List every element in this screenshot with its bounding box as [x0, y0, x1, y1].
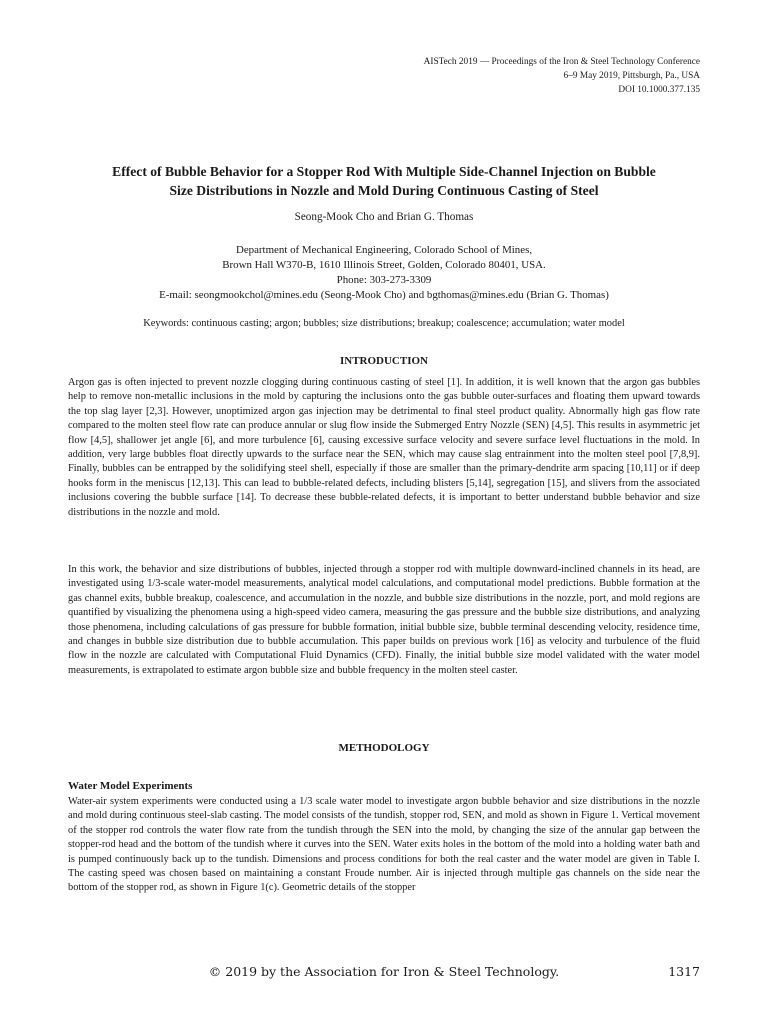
- authors: Seong-Mook Cho and Brian G. Thomas: [294, 211, 474, 223]
- introduction-paragraph-1: Argon gas is often injected to prevent nozzle clogging during continuous casting of steel [1]. In addition, it is well known that the argon gas bubbles help to remove non-metallic inclusions in the mold by capturing the inclusions onto the gas bubble outer-surfaces and floating them upward towards the top slag layer [2,3]. However, unoptimized argon gas injection may be detrimental to final steel product quality. Abnormally high gas flow rate compared to the molten steel flow rate can produce annular or slug flow inside the Submerged Entry Nozzle (SEN) [4,5]. This results in asymmetric jet flow [4,5], shallower jet angle [6], and more turbulence [6], causing excessive surface velocity and severe surface level fluctuations in the mold. In addition, very large bubbles float directly upwards to the surface near the SEN, which may cause slag entrainment into the molten steel pool [7,8,9]. Finally, bubbles can be entrapped by the solidifying steel shell, especially if those are smaller than the primary-dendrite arm spacing [10,11] or if deep hooks form in the meniscus [12,13]. This can lead to bubble-related defects, including blisters [5,14], segregation [15], and slivers from the associated inclusions covering the bubble surface [14]. To decrease these bubble-related defects, it is important to better understand bubble behavior and size distributions in the nozzle and mold.: [68, 377, 700, 518]
- page-number: 1317: [668, 964, 700, 979]
- title-line-1: Effect of Bubble Behavior for a Stopper Rod With Multiple Side-Channel Injection on Bubble: [112, 164, 656, 179]
- introduction-heading: INTRODUCTION: [339, 355, 428, 367]
- keywords: Keywords: continuous casting; argon; bubbles; size distributions; breakup; coalescence; accumulation; water model: [143, 318, 625, 329]
- affiliation-department: Department of Mechanical Engineering, Colorado School of Mines,: [235, 244, 533, 256]
- affiliation-email: E-mail: seongmookchol@mines.edu (Seong-Mook Cho) and bgthomas@mines.edu (Brian G. Thomas): [159, 289, 609, 301]
- methodology-heading: METHODOLOGY: [338, 742, 430, 754]
- methodology-paragraph-1: Water-air system experiments were conducted using a 1/3 scale water model to investigate argon bubble behavior and size distributions in the nozzle and mold during continuous steel-slab casting. The model consists of the tundish, stopper rod, SEN, and mold as shown in Figure 1. Vertical movement of the stopper rod controls the water flow rate from the tundish through the SEN into the mold, by changing the size of the annular gap between the stopper-rod head and the bottom of the tundish where it curves into the SEN. Water exits holes in the bottom of the mold into a holding water bath and is pumped continuously back up to the tundish. Dimensions and process conditions for both the real caster and the water model are given in Table I. The casting speed was chosen based on maintaining a constant Froude number. Air is injected through multiple gas channels on the side near the bottom of the stopper rod, as shown in Figure 1(c). Geometric details of the stopper: [68, 796, 700, 894]
- title-line-2: Size Distributions in Nozzle and Mold During Continuous Casting of Steel: [169, 182, 599, 198]
- affiliation: [0, 243, 768, 303]
- affiliation-phone: Phone: 303-273-3309: [336, 274, 432, 286]
- paper-title: [40, 163, 728, 200]
- copyright-notice: © 2019 by the Association for Iron & Steel Technology.: [208, 964, 560, 979]
- affiliation-address: Brown Hall W370-B, 1610 Illinois Street, Golden, Colorado 80401, USA.: [222, 259, 546, 271]
- header-doi: DOI 10.1000.377.135: [618, 85, 700, 95]
- header-date-location: 6–9 May 2019, Pittsburgh, Pa., USA: [563, 71, 700, 81]
- introduction-paragraph-2: In this work, the behavior and size distributions of bubbles, injected through a stopper rod with multiple downward-inclined channels in its head, are investigated using 1/3-scale water-model measurements, analytical model calculations, and computational model predictions. Bubble formation at the gas channel exits, bubble breakup, coalescence, and accumulation in the nozzle, and bubble size distributions in the nozzle, port, and mold regions are quantified by visualizing the phenomena using a high-speed video camera, measuring the gas pressure and the bubble size distributions, and analyzing those phenomena, including calculations of gas pressure for bubble formation, initial bubble size, bubble terminal descending velocity, residence time, and changes in bubble size distribution due to bubble accumulation. This paper builds on previous work [16] as velocity and turbulence of the fluid flow in the nozzle are calculated with Computational Fluid Dynamics (CFD). Finally, the initial bubble size model validated with the water model measurements, is extrapolated to estimate argon bubble size and bubble frequency in the molten steel caster.: [68, 564, 700, 676]
- header-conference: AISTech 2019 — Proceedings of the Iron & Steel Technology Conference: [423, 57, 700, 67]
- conference-header: [424, 55, 700, 97]
- water-model-subheading: Water Model Experiments: [68, 780, 193, 792]
